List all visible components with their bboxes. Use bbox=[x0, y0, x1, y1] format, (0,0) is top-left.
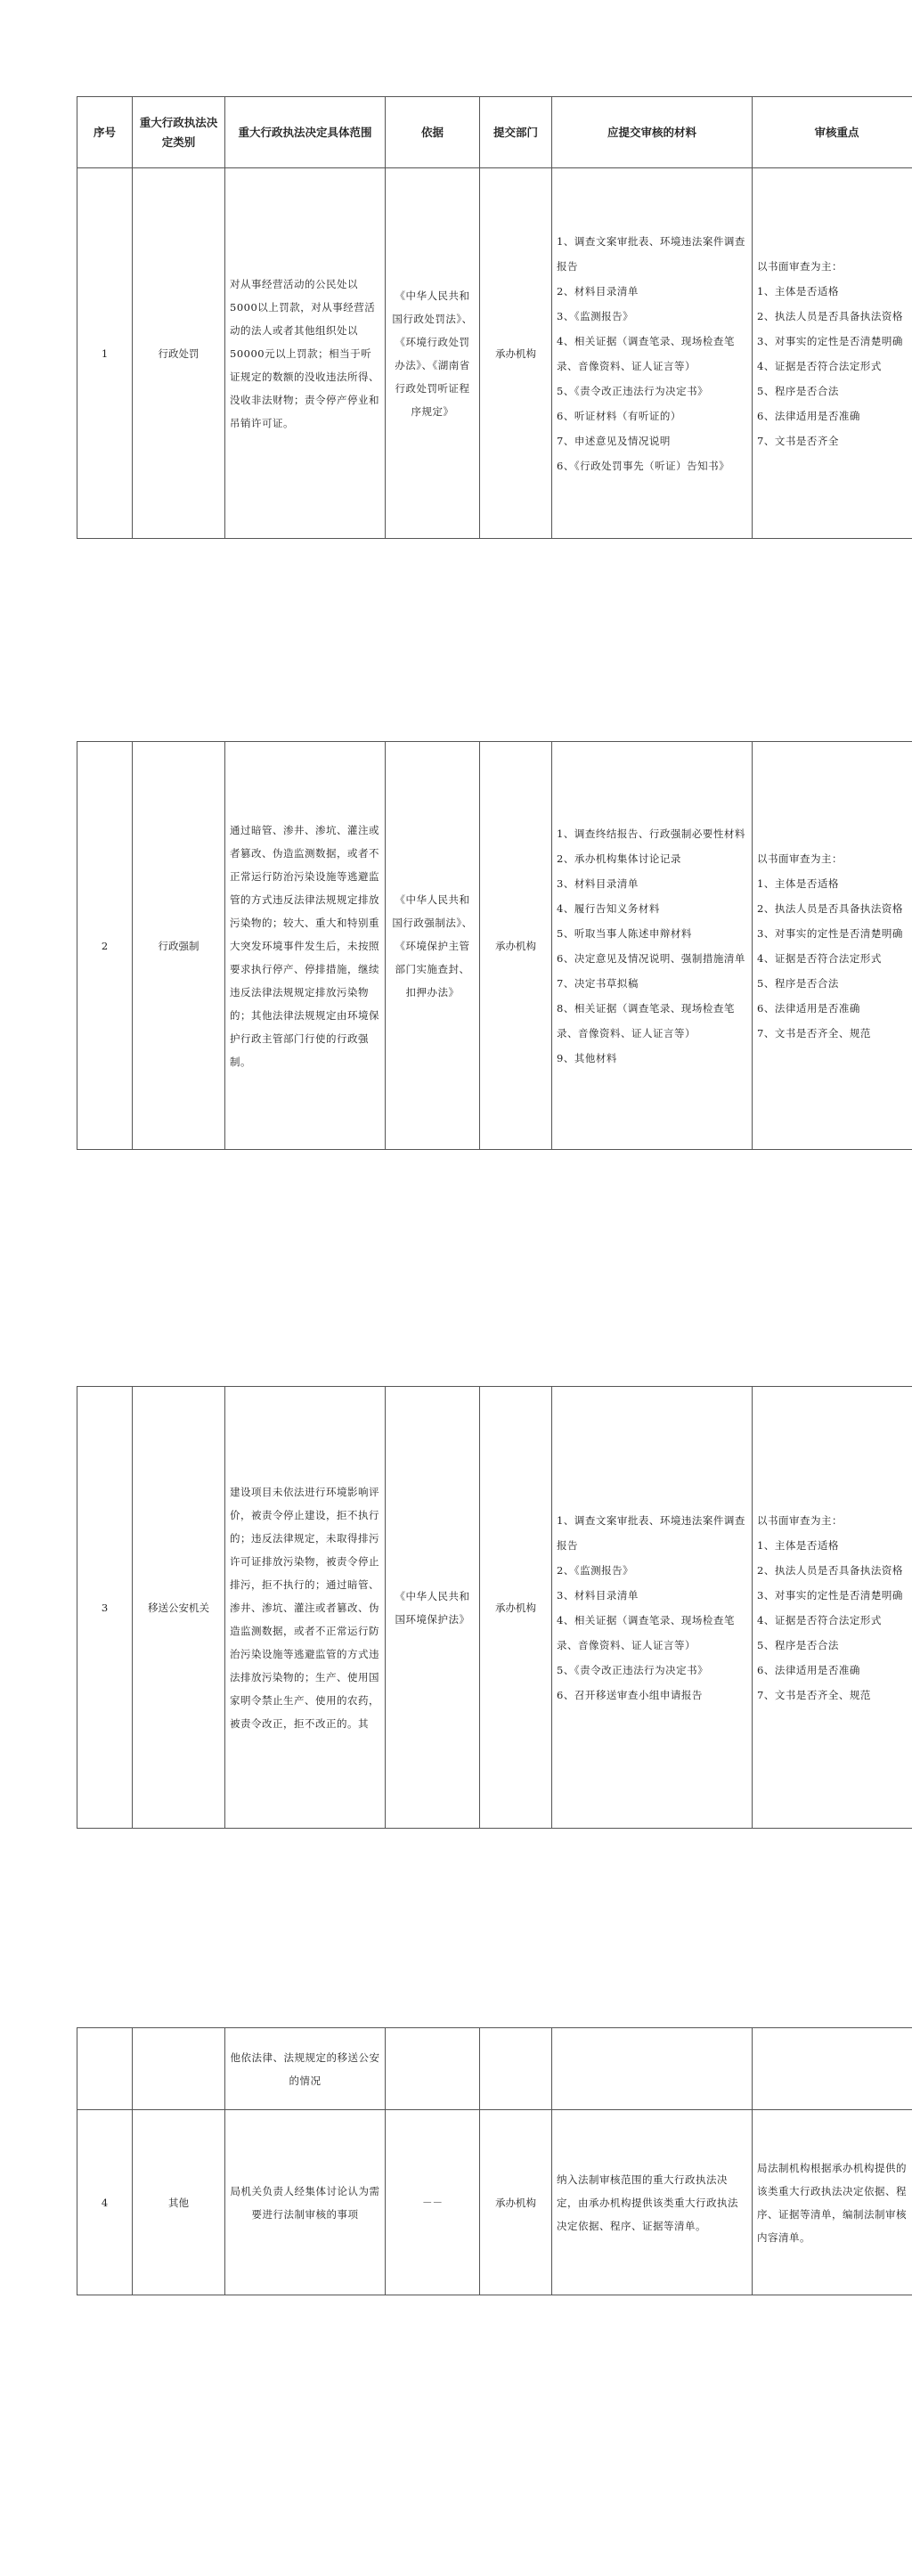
material-item: 7、决定书草拟稿 bbox=[557, 976, 639, 990]
material-item: 2、材料目录清单 bbox=[557, 284, 639, 298]
row-key-points: 局法制机构根据承办机构提供的该类重大行政执法决定依据、程序、证据等清单，编制法制审核内容清单。 bbox=[753, 2110, 912, 2295]
key-point-item: 1、主体是否适格 bbox=[757, 1538, 839, 1552]
material-item: 2、承办机构集体讨论记录 bbox=[557, 852, 681, 865]
row-no: 3 bbox=[77, 1387, 133, 1829]
key-point-item: 以书面审查为主： bbox=[757, 259, 843, 273]
material-item: 3、《监测报告》 bbox=[557, 309, 634, 322]
row-basis: 《中华人民共和国行政强制法》、《环境保护主管部门实施查封、扣押办法》 bbox=[386, 742, 480, 1150]
material-item: 6、召开移送审查小组申请报告 bbox=[557, 1688, 703, 1701]
row-no: 4 bbox=[77, 2110, 133, 2295]
material-item: 3、材料目录清单 bbox=[557, 876, 639, 890]
key-point-item: 6、法律适用是否准确 bbox=[757, 409, 860, 422]
material-item: 4、相关证据（调查笔录、现场检查笔录、音像资料、证人证言等） bbox=[557, 334, 735, 372]
row-scope: 对从事经营活动的公民处以5000以上罚款，对从事经营活动的法人或者其他组织处以50000元以上罚款；相当于听证规定的数额的没收违法所得、没收非法财物；责令停产停业和吊销许可证。 bbox=[225, 168, 386, 539]
row-materials bbox=[552, 742, 753, 1150]
key-point-item: 4、证据是否符合法定形式 bbox=[757, 1613, 882, 1626]
key-point-item: 6、法律适用是否准确 bbox=[757, 1663, 860, 1676]
table-row bbox=[77, 742, 912, 1150]
row-no: 2 bbox=[77, 742, 133, 1150]
key-point-item: 1、主体是否适格 bbox=[757, 876, 839, 890]
key-point-item: 以书面审查为主： bbox=[757, 852, 843, 865]
row-key-points bbox=[753, 1387, 912, 1829]
material-item: 7、申述意见及情况说明 bbox=[557, 434, 671, 447]
key-point-item: 4、证据是否符合法定形式 bbox=[757, 359, 882, 372]
key-point-item: 3、对事实的定性是否清楚明确 bbox=[757, 1588, 903, 1602]
row-category: 其他 bbox=[133, 2110, 225, 2295]
table-row bbox=[77, 1387, 912, 1829]
row-category: 移送公安机关 bbox=[133, 1387, 225, 1829]
key-point-item: 5、程序是否合法 bbox=[757, 384, 839, 397]
table-header-row bbox=[77, 97, 912, 168]
header-materials: 应提交审核的材料 bbox=[552, 97, 753, 168]
row-category: 行政处罚 bbox=[133, 168, 225, 539]
material-item: 5、《责令改正违法行为决定书》 bbox=[557, 384, 709, 397]
row-category: 行政强制 bbox=[133, 742, 225, 1150]
key-point-item: 2、执法人员是否具备执法资格 bbox=[757, 901, 903, 915]
row-scope: 建设项目未依法进行环境影响评价，被责令停止建设，拒不执行的；违反法律规定，未取得排污许可证排放污染物，被责令停止排污，拒不执行的；通过暗管、渗井、渗坑、灌注或者篡改、伪造监测数据，或者不正常运行防治污染设施等逃避监管的方式违法排放污染物的；生产、使用国家明令禁止生产、使用的农药，被责令改正，拒不改正的。其 bbox=[225, 1387, 386, 1829]
material-item: 3、材料目录清单 bbox=[557, 1588, 639, 1602]
material-item: 5、听取当事人陈述申辩材料 bbox=[557, 926, 692, 940]
header-category: 重大行政执法决定类别 bbox=[133, 97, 225, 168]
material-item: 1、调查文案审批表、环境违法案件调查报告 bbox=[557, 1513, 745, 1552]
table-part-3 bbox=[77, 1386, 912, 1829]
key-point-item: 1、主体是否适格 bbox=[757, 284, 839, 298]
row-key-points bbox=[753, 742, 912, 1150]
key-point-item: 5、程序是否合法 bbox=[757, 976, 839, 990]
row-basis: －－ bbox=[386, 2110, 480, 2295]
material-item: 6、《行政处罚事先（听证）告知书》 bbox=[557, 459, 730, 472]
row-basis: 《中华人民共和国行政处罚法》、《环境行政处罚办法》、《湖南省行政处罚听证程序规定》 bbox=[386, 168, 480, 539]
header-basis: 依据 bbox=[386, 97, 480, 168]
header-scope: 重大行政执法决定具体范围 bbox=[225, 97, 386, 168]
key-point-item: 2、执法人员是否具备执法资格 bbox=[757, 1563, 903, 1577]
row-dept: 承办机构 bbox=[480, 2110, 552, 2295]
header-no: 序号 bbox=[77, 97, 133, 168]
table-part-1 bbox=[77, 96, 912, 539]
key-point-item: 3、对事实的定性是否清楚明确 bbox=[757, 926, 903, 940]
table-row-continuation bbox=[77, 2028, 912, 2110]
material-item: 4、履行告知义务材料 bbox=[557, 901, 660, 915]
key-point-item: 7、文书是否齐全、规范 bbox=[757, 1026, 871, 1039]
material-item: 2、《监测报告》 bbox=[557, 1563, 634, 1577]
row-dept: 承办机构 bbox=[480, 1387, 552, 1829]
row-materials bbox=[552, 168, 753, 539]
material-item: 1、调查终结报告、行政强制必要性材料 bbox=[557, 827, 745, 840]
material-item: 8、相关证据（调查笔录、现场检查笔录、音像资料、证人证言等） bbox=[557, 1001, 735, 1039]
header-dept: 提交部门 bbox=[480, 97, 552, 168]
row-basis: 《中华人民共和国环境保护法》 bbox=[386, 1387, 480, 1829]
header-key-points: 审核重点 bbox=[753, 97, 912, 168]
key-point-item: 5、程序是否合法 bbox=[757, 1638, 839, 1651]
key-point-item: 2、执法人员是否具备执法资格 bbox=[757, 309, 903, 322]
material-item: 6、听证材料（有听证的） bbox=[557, 409, 681, 422]
key-point-item: 7、文书是否齐全、规范 bbox=[757, 1688, 871, 1701]
table-part-4 bbox=[77, 2027, 912, 2295]
key-point-item: 3、对事实的定性是否清楚明确 bbox=[757, 334, 903, 347]
row-scope-continuation: 他依法律、法规规定的移送公安的情况 bbox=[225, 2028, 386, 2110]
row-scope: 局机关负责人经集体讨论认为需要进行法制审核的事项 bbox=[225, 2110, 386, 2295]
key-point-item: 6、法律适用是否准确 bbox=[757, 1001, 860, 1015]
material-item: 9、其他材料 bbox=[557, 1051, 617, 1064]
row-materials bbox=[552, 1387, 753, 1829]
material-item: 5、《责令改正违法行为决定书》 bbox=[557, 1663, 709, 1676]
table-part-2 bbox=[77, 741, 912, 1150]
table-row bbox=[77, 168, 912, 539]
material-item: 4、相关证据（调查笔录、现场检查笔录、音像资料、证人证言等） bbox=[557, 1613, 735, 1651]
row-materials: 纳入法制审核范围的重大行政执法决定，由承办机构提供该类重大行政执法决定依据、程序、证据等清单。 bbox=[552, 2110, 753, 2295]
row-dept: 承办机构 bbox=[480, 742, 552, 1150]
row-scope: 通过暗管、渗井、渗坑、灌注或者篡改、伪造监测数据，或者不正常运行防治污染设施等逃避监管的方式违反法律法规规定排放污染物的；较大、重大和特别重大突发环境事件发生后，未按照要求执行停产、停排措施，继续违反法律法规规定排放污染物的；其他法律法规规定由环境保护行政主管部门行使的行政强制。 bbox=[225, 742, 386, 1150]
row-no: 1 bbox=[77, 168, 133, 539]
key-point-item: 7、文书是否齐全 bbox=[757, 434, 839, 447]
key-point-item: 以书面审查为主： bbox=[757, 1513, 843, 1527]
row-dept: 承办机构 bbox=[480, 168, 552, 539]
material-item: 6、决定意见及情况说明、强制措施清单 bbox=[557, 951, 745, 965]
material-item: 1、调查文案审批表、环境违法案件调查报告 bbox=[557, 234, 745, 273]
key-point-item: 4、证据是否符合法定形式 bbox=[757, 951, 882, 965]
table-row bbox=[77, 2110, 912, 2295]
row-key-points bbox=[753, 168, 912, 539]
